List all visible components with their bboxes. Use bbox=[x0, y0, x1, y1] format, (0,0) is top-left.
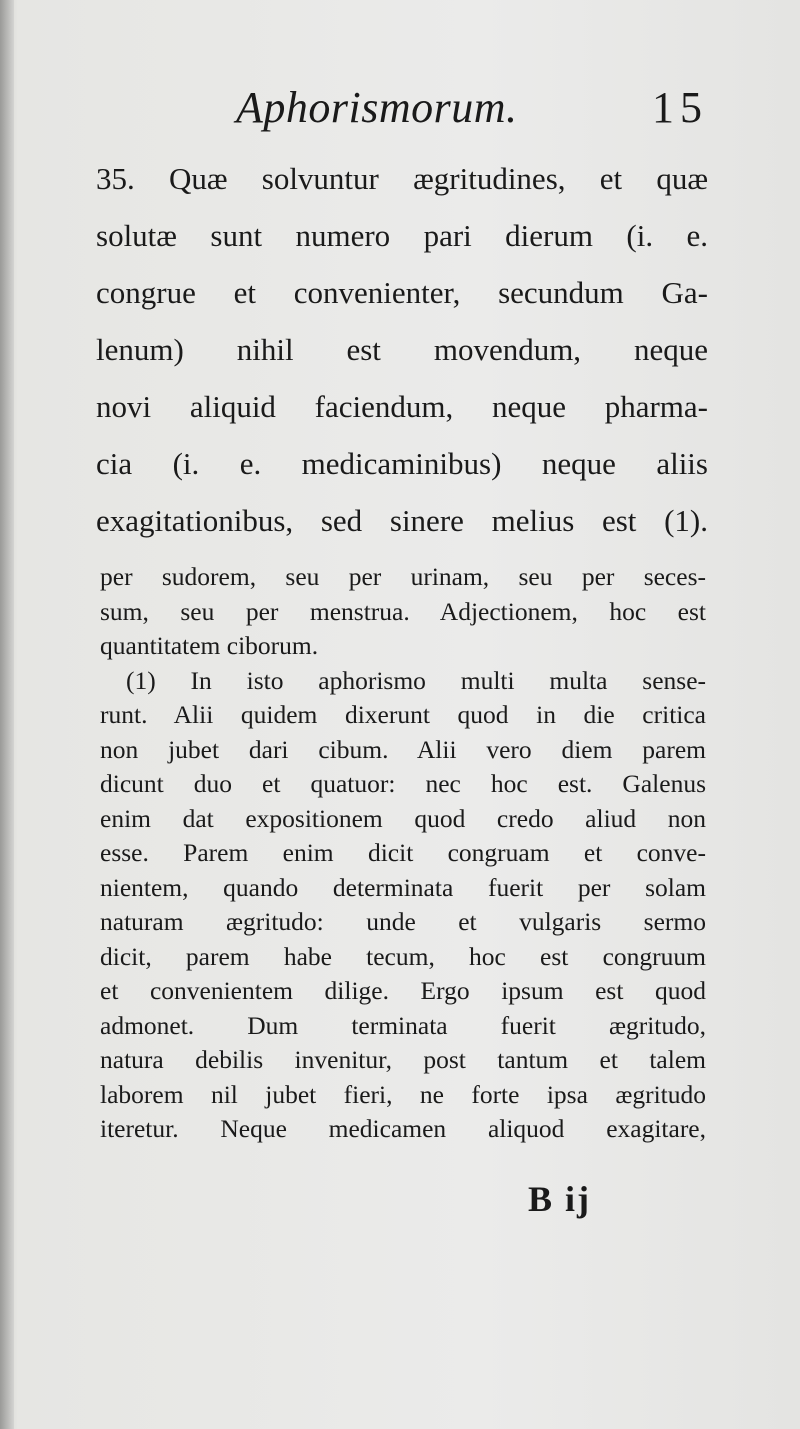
aphorism-line: solutæ sunt numero pari dierum (i. e. bbox=[96, 218, 708, 253]
page-header bbox=[0, 82, 800, 138]
commentary-text bbox=[100, 560, 706, 1147]
commentary-line: dicit, parem habe tecum, hoc est congruum bbox=[100, 941, 706, 971]
page-number: 15 bbox=[652, 83, 708, 132]
commentary-line: dicunt duo et quatuor: nec hoc est. Galenus bbox=[100, 769, 706, 798]
commentary-line: runt. Alii quidem dixerunt quod in die critica bbox=[100, 700, 706, 729]
commentary-line: admonet. Dum terminata fuerit ægritudo, bbox=[100, 1010, 706, 1040]
aphorism-line: 35. Quæ solvuntur ægritudines, et quæ bbox=[96, 161, 708, 196]
gutter-shadow bbox=[0, 0, 14, 1429]
aphorism-line: cia (i. e. medicaminibus) neque aliis bbox=[96, 446, 708, 481]
commentary-line: sum, seu per menstrua. Adjectionem, hoc est bbox=[100, 596, 706, 626]
commentary-line: iteretur. Neque medicamen aliquod exagitare, bbox=[100, 1114, 706, 1143]
aphorism-line: lenum) nihil est movendum, neque bbox=[96, 332, 708, 367]
commentary-line: et convenientem dilige. Ergo ipsum est quod bbox=[100, 976, 706, 1005]
commentary-line: quantitatem ciborum. bbox=[100, 631, 319, 660]
commentary-line: naturam ægritudo: unde et vulgaris sermo bbox=[100, 907, 706, 936]
aphorism-line: exagitationibus, sed sinere melius est (1). bbox=[96, 503, 708, 538]
commentary-line: non jubet dari cibum. Alii vero diem parem bbox=[100, 734, 706, 764]
commentary-line: enim dat expositionem quod credo aliud non bbox=[100, 803, 706, 833]
commentary-line: natura debilis invenitur, post tantum et talem bbox=[100, 1045, 706, 1074]
commentary-line: (1) In isto aphorismo multi multa sense- bbox=[126, 665, 706, 695]
commentary-line: laborem nil jubet fieri, ne forte ipsa ægritudo bbox=[100, 1079, 706, 1109]
running-title: Aphorismorum. bbox=[236, 83, 518, 132]
commentary-line: esse. Parem enim dicit congruam et conve- bbox=[100, 838, 706, 867]
commentary-line: nientem, quando determinata fuerit per solam bbox=[100, 872, 706, 902]
aphorism-line: novi aliquid faciendum, neque pharma- bbox=[96, 389, 708, 424]
aphorism-text bbox=[96, 150, 708, 549]
signature-mark: B ij bbox=[528, 1179, 592, 1219]
commentary-line: per sudorem, seu per urinam, seu per seces- bbox=[100, 562, 706, 591]
aphorism-line: congrue et convenienter, secundum Ga- bbox=[96, 275, 708, 310]
